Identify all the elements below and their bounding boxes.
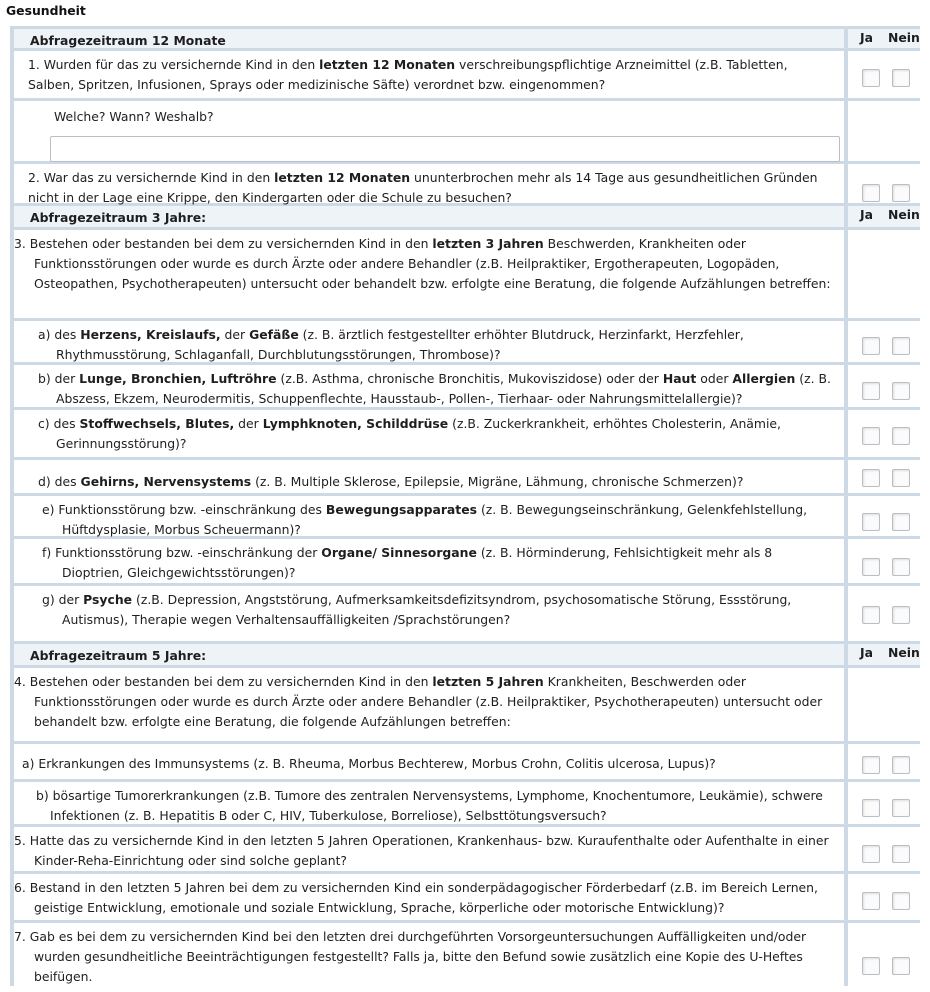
text-bold: Haut bbox=[662, 371, 697, 386]
text-bold: Psyche bbox=[83, 592, 133, 607]
text: 2. War das zu versichernde Kind in den bbox=[28, 170, 275, 185]
section-header-5-years bbox=[10, 641, 920, 665]
question-3e-ja-checkbox[interactable] bbox=[862, 513, 880, 531]
page-title: Gesundheit bbox=[6, 3, 86, 18]
question-4b-text: b) bösartige Tumorerkrankungen (z.B. Tumore des zentralen Nervensystems, Lymphome, Knochentumore, Leukämie), schwere Infektionen (z. B. Hepatitis B oder C, HIV, Tuberkulose, Borreliose), Selbsttötungsversuch? bbox=[14, 782, 844, 824]
text: (z.B. Zuckerkrankheit, erhöhtes Cholesterin, Anämie, Gerinnungsstörung)? bbox=[56, 416, 781, 451]
text: oder bbox=[696, 371, 733, 386]
question-2 bbox=[10, 161, 920, 203]
section-title: Abfragezeitraum 5 Jahre: bbox=[14, 644, 844, 665]
question-3b-nein-checkbox[interactable] bbox=[892, 382, 910, 400]
text: der bbox=[234, 416, 263, 431]
answer-cell bbox=[848, 460, 920, 493]
text-bold: Gehirns, Nervensystems bbox=[80, 474, 252, 489]
text: (z. B. ärztlich festgestellter erhöhter Blutdruck, Herzinfarkt, Herzfehler, Rhythmusstörung, Schlaganfall, Durchblutungsstörungen, Thrombose)? bbox=[56, 327, 744, 362]
answer-cell bbox=[848, 321, 920, 362]
question-3d bbox=[10, 457, 920, 493]
section-header-3-years bbox=[10, 203, 920, 227]
health-form bbox=[10, 26, 920, 986]
text: (z. B. Abszess, Ekzem, Neurodermitis, Schuppenflechte, Hausstaub-, Pollen-, Tierhaar- oder Nahrungsmittelallergie)? bbox=[56, 371, 831, 406]
question-7 bbox=[10, 920, 920, 986]
section-title: Abfragezeitraum 12 Monate bbox=[14, 29, 844, 48]
ja-label: Ja bbox=[860, 30, 873, 45]
text: (z. B. Multiple Sklerose, Epilepsie, Migräne, Lähmung, chronische Schmerzen)? bbox=[251, 474, 744, 489]
question-4a-ja-checkbox[interactable] bbox=[862, 756, 880, 774]
question-4b-ja-checkbox[interactable] bbox=[862, 799, 880, 817]
nein-label: Nein bbox=[888, 645, 920, 660]
details-cell bbox=[14, 101, 844, 161]
answer-cell bbox=[848, 496, 920, 536]
text: a) des bbox=[38, 327, 81, 342]
question-4-text bbox=[14, 668, 844, 741]
ja-label: Ja bbox=[860, 207, 873, 222]
question-3d-ja-checkbox[interactable] bbox=[862, 469, 880, 487]
question-3g-nein-checkbox[interactable] bbox=[892, 606, 910, 624]
question-5-nein-checkbox[interactable] bbox=[892, 845, 910, 863]
text-bold: Bewegungsapparates bbox=[325, 502, 477, 517]
nein-label: Nein bbox=[888, 207, 920, 222]
ja-label: Ja bbox=[860, 645, 873, 660]
answer-cell bbox=[848, 164, 920, 203]
question-6-text: 6. Bestand in den letzten 5 Jahren bei dem zu versichernden Kind ein sonderpädagogischer Förderbedarf (z.B. im Bereich Lernen, geistige Entwicklung, emotionale und soziale Entwicklung, Sprache, körperliche oder motorische Entwicklung)? bbox=[14, 874, 844, 920]
question-5-text: 5. Hatte das zu versichernde Kind in den letzten 5 Jahren Operationen, Krankenhaus- bzw. Kuraufenthalte oder Aufenthalte in einer Kinder-Reha-Einrichtung oder sind solche geplant? bbox=[14, 827, 844, 871]
text-bold: Organe/ Sinnesorgane bbox=[321, 545, 477, 560]
question-3a-nein-checkbox[interactable] bbox=[892, 337, 910, 355]
question-3g-text bbox=[14, 586, 844, 641]
question-2-nein-checkbox[interactable] bbox=[892, 184, 910, 202]
question-3e bbox=[10, 493, 920, 536]
question-6 bbox=[10, 871, 920, 920]
text: Krankheiten, Beschwerden oder Funktionsstörungen oder wurde es durch Ärzte oder andere Behandler (z.B. Heilpraktiker, Psychotherapeuten) untersucht oder behandelt bzw. erfolgte eine Beratung, die folgende Aufzählungen betreffen: bbox=[34, 674, 823, 729]
section-header-12-months bbox=[10, 26, 920, 48]
text-bold: letzten 5 Jahren bbox=[432, 674, 544, 689]
text: b) der bbox=[38, 371, 80, 386]
question-3a-text bbox=[14, 321, 844, 362]
text: verschreibungspflichtige Arzneimittel (z.B. Tabletten, Salben, Spritzen, Infusionen, Sprays oder medizinische Säfte) verordnet bzw. eingenommen? bbox=[28, 57, 788, 92]
question-1-details bbox=[10, 98, 920, 161]
text-bold: letzten 3 Jahren bbox=[432, 236, 544, 251]
question-3g bbox=[10, 583, 920, 641]
text-bold: letzten 12 Monaten bbox=[319, 57, 456, 72]
answer-cell bbox=[848, 365, 920, 407]
question-3d-nein-checkbox[interactable] bbox=[892, 469, 910, 487]
text: d) des bbox=[38, 474, 81, 489]
details-text-field[interactable] bbox=[50, 136, 840, 162]
question-7-ja-checkbox[interactable] bbox=[862, 957, 880, 975]
text: f) Funktionsstörung bzw. -einschränkung der bbox=[42, 545, 322, 560]
text-bold: Stoffwechsels, Blutes, bbox=[79, 416, 235, 431]
text: g) der bbox=[42, 592, 84, 607]
text: c) des bbox=[38, 416, 80, 431]
question-3a-ja-checkbox[interactable] bbox=[862, 337, 880, 355]
question-1-text bbox=[14, 51, 844, 98]
question-3b-text bbox=[14, 365, 844, 407]
question-3a bbox=[10, 318, 920, 362]
text-bold: Herzens, Kreislaufs, bbox=[80, 327, 221, 342]
text-bold: letzten 12 Monaten bbox=[274, 170, 411, 185]
question-3c-text bbox=[14, 410, 844, 457]
question-3g-ja-checkbox[interactable] bbox=[862, 606, 880, 624]
nein-label: Nein bbox=[888, 30, 920, 45]
question-3b bbox=[10, 362, 920, 407]
text: e) Funktionsstörung bzw. -einschränkung des bbox=[42, 502, 326, 517]
text: 1. Wurden für das zu versichernde Kind in den bbox=[28, 57, 320, 72]
question-5 bbox=[10, 824, 920, 871]
question-5-ja-checkbox[interactable] bbox=[862, 845, 880, 863]
answer-cell bbox=[848, 410, 920, 457]
text: ununterbrochen mehr als 14 Tage aus gesundheitlichen Gründen nicht in der Lage eine Krippe, den Kindergarten oder die Schule zu besuchen? bbox=[28, 170, 818, 205]
text-bold: Gefäße bbox=[249, 327, 299, 342]
question-3f bbox=[10, 536, 920, 583]
text: (z.B. Depression, Angststörung, Aufmerksamkeitsdefizitsyndrom, psychosomatische Störung, Essstörung, Autismus), Therapie wegen Verhaltensauffälligkeiten /Sprachstörungen? bbox=[62, 592, 792, 627]
question-4b-nein-checkbox[interactable] bbox=[892, 799, 910, 817]
question-4a-text: a) Erkrankungen des Immunsystems (z. B. Rheuma, Morbus Bechterew, Morbus Crohn, Colitis ulcerosa, Lupus)? bbox=[14, 744, 844, 779]
answer-cell-empty bbox=[848, 668, 920, 741]
answer-cell bbox=[848, 744, 920, 779]
answer-header bbox=[848, 206, 920, 227]
question-3c-nein-checkbox[interactable] bbox=[892, 427, 910, 445]
text: Beschwerden, Krankheiten oder Funktionsstörungen oder wurde es durch Ärzte oder andere Behandler (z.B. Heilpraktiker, Ergotherapeuten, Logopäden, Osteopathen, Psychotherapeuten) untersucht oder behandelt bzw. erfolgte eine Beratung, die folgende Aufzählungen betreffen: bbox=[34, 236, 831, 291]
text-bold: Lymphknoten, Schilddrüse bbox=[262, 416, 449, 431]
question-4b bbox=[10, 779, 920, 824]
question-3f-nein-checkbox[interactable] bbox=[892, 558, 910, 576]
text-bold: Lunge, Bronchien, Luftröhre bbox=[79, 371, 277, 386]
answer-cell-empty bbox=[848, 101, 920, 161]
question-3-text bbox=[14, 230, 844, 318]
question-6-ja-checkbox[interactable] bbox=[862, 892, 880, 910]
question-3f-text bbox=[14, 539, 844, 583]
question-4a-nein-checkbox[interactable] bbox=[892, 756, 910, 774]
answer-cell bbox=[848, 782, 920, 824]
question-1-ja-checkbox[interactable] bbox=[862, 69, 880, 87]
section-title: Abfragezeitraum 3 Jahre: bbox=[14, 206, 844, 227]
text: 4. Bestehen oder bestanden bei dem zu versichernden Kind in den bbox=[14, 674, 433, 689]
text: der bbox=[220, 327, 250, 342]
question-1 bbox=[10, 48, 920, 98]
question-3c bbox=[10, 407, 920, 457]
answer-cell-empty bbox=[848, 230, 920, 318]
details-label: Welche? Wann? Weshalb? bbox=[54, 109, 214, 124]
question-4 bbox=[10, 665, 920, 741]
text: 3. Bestehen oder bestanden bei dem zu versichernden Kind in den bbox=[14, 236, 433, 251]
text: (z.B. Asthma, chronische Bronchitis, Mukoviszidose) oder der bbox=[276, 371, 663, 386]
question-3e-text bbox=[14, 496, 844, 536]
text: (z. B. Bewegungseinschränkung, Gelenkfehlstellung, Hüftdysplasie, Morbus Scheuermann)? bbox=[62, 502, 808, 537]
answer-cell bbox=[848, 586, 920, 641]
question-3d-text bbox=[14, 460, 844, 493]
question-3f-ja-checkbox[interactable] bbox=[862, 558, 880, 576]
answer-cell bbox=[848, 874, 920, 920]
question-3e-nein-checkbox[interactable] bbox=[892, 513, 910, 531]
question-6-nein-checkbox[interactable] bbox=[892, 892, 910, 910]
answer-header bbox=[848, 29, 920, 48]
text: (z. B. Hörminderung, Fehlsichtigkeit mehr als 8 Dioptrien, Gleichgewichtsstörungen)? bbox=[62, 545, 773, 580]
question-3b-ja-checkbox[interactable] bbox=[862, 382, 880, 400]
answer-cell bbox=[848, 923, 920, 986]
question-2-ja-checkbox[interactable] bbox=[862, 184, 880, 202]
answer-cell bbox=[848, 51, 920, 98]
answer-cell bbox=[848, 827, 920, 871]
question-7-text: 7. Gab es bei dem zu versichernden Kind bei den letzten drei durchgeführten Vorsorgeuntersuchungen Auffälligkeiten und/oder wurden gesundheitliche Beeinträchtigungen festgestellt? Falls ja, bitte den Befund sowie zusätzlich eine Kopie des U-Heftes beifügen. bbox=[14, 923, 844, 986]
answer-header bbox=[848, 644, 920, 665]
question-7-nein-checkbox[interactable] bbox=[892, 957, 910, 975]
question-1-nein-checkbox[interactable] bbox=[892, 69, 910, 87]
question-4a bbox=[10, 741, 920, 779]
question-2-text bbox=[14, 164, 844, 203]
text-bold: Allergien bbox=[732, 371, 796, 386]
question-3 bbox=[10, 227, 920, 318]
question-3c-ja-checkbox[interactable] bbox=[862, 427, 880, 445]
answer-cell bbox=[848, 539, 920, 583]
